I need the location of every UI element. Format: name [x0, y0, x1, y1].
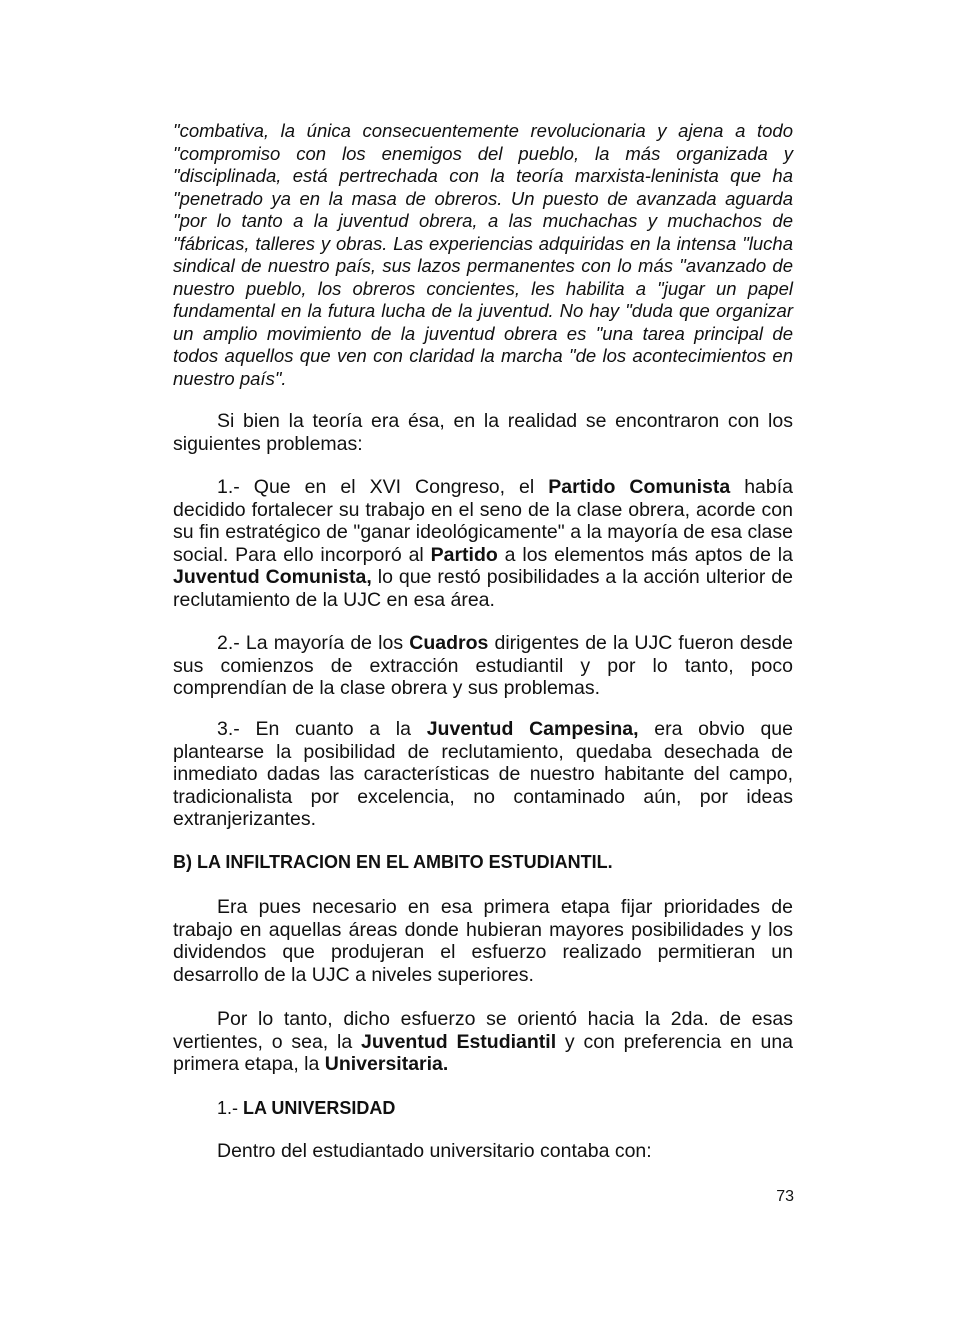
text-run: 1.- Que en el XVI Congreso, el [217, 476, 549, 498]
bold-term: Partido Comunista [548, 476, 731, 498]
problem-3-paragraph [173, 718, 793, 831]
text-run: lo que restó posibilidades a la acción ulterior de reclutamiento de la UJC en esa área. [173, 566, 793, 611]
problem-2-paragraph [173, 632, 793, 700]
bold-term: Partido [430, 543, 498, 566]
bold-term: Juventud Estudiantil [360, 1030, 557, 1053]
intro-paragraph: Si bien la teoría era ésa, en la realidad se encontraron con los siguientes problemas: [173, 410, 793, 455]
subsection-heading [217, 1098, 793, 1119]
text-run: Por lo tanto, dicho esfuerzo se orientó hacia la 2da. de esas vertientes, o sea, la [173, 1008, 793, 1053]
priorities-paragraph: Era pues necesario en esa primera etapa fijar prioridades de trabajo en aquellas áreas donde hubieran mayores posibilidades y los dividendos que produjeran el esfuerzo realizado permitieran un desarrollo de la UJC a niveles superiores. [173, 896, 793, 986]
text-run: 3.- En cuanto a la [217, 718, 427, 740]
bold-term: Universitaria. [324, 1053, 449, 1075]
subsection-number: 1.- [217, 1098, 244, 1118]
bold-term: Juventud Comunista, [173, 566, 372, 588]
text-run: y con preferencia en una primera etapa, la [173, 1030, 794, 1075]
text-run: había decidido fortalecer su trabajo en el seno de la clase obrera, acorde con su fin estratégico de "ganar ideológicamente" a la mayoría de esa clase social. Para ello incorporó al [173, 476, 793, 566]
text-run: a los elementos más aptos de la [497, 543, 793, 566]
text-run: 2.- La mayoría de los [217, 632, 410, 654]
quoted-passage: "combativa, la única consecuentemente revolucionaria y ajena a todo "compromiso con los enemigos del pueblo, la más organizada y "disciplinada, está pertrechada con la teoría marxista-leninista que ha "penetrado ya en la masa de obreros. Un puesto de avanzada aguarda "por lo tanto a la juventud obrera, a las muchachas y muchachos de "fábricas, talleres y obras. Las experiencias adquiridas en la intensa "lucha sindical de nuestro país, sus lazos permanentes con lo más "avanzado de nuestro pueblo, los obreros concientes, les habilita a "jugar un papel fundamental en la futura lucha de la juventud. No hay "duda que organizar un amplio movimiento de la juventud obrera es "una tarea principal de todos aquellos que ven con claridad la marcha "de los acontecimientos en nuestro país". [173, 120, 793, 389]
subsection-title: LA UNIVERSIDAD [243, 1098, 396, 1118]
section-heading: B) LA INFILTRACION EN EL AMBITO ESTUDIANTIL. [173, 852, 613, 872]
bold-term: Juventud Campesina, [426, 718, 639, 740]
text-run: era obvio que plantearse la posibilidad de reclutamiento, quedaba desechada de inmediato dadas las características de nuestro habitante del campo, tradicionalista por excelencia, no contaminado aún, por ideas extranjerizantes. [173, 718, 793, 830]
text-run: dirigentes de la UJC fueron desde sus comienzos de extracción estudiantil y por lo tanto, poco comprendían de la clase obrera y sus problemas. [173, 632, 794, 699]
university-paragraph: Dentro del estudiantado universitario contaba con: [217, 1140, 652, 1162]
direction-paragraph [173, 1008, 793, 1076]
bold-term: Cuadros [409, 632, 489, 654]
problem-1-paragraph [173, 476, 793, 611]
page-number: 73 [776, 1188, 794, 1205]
